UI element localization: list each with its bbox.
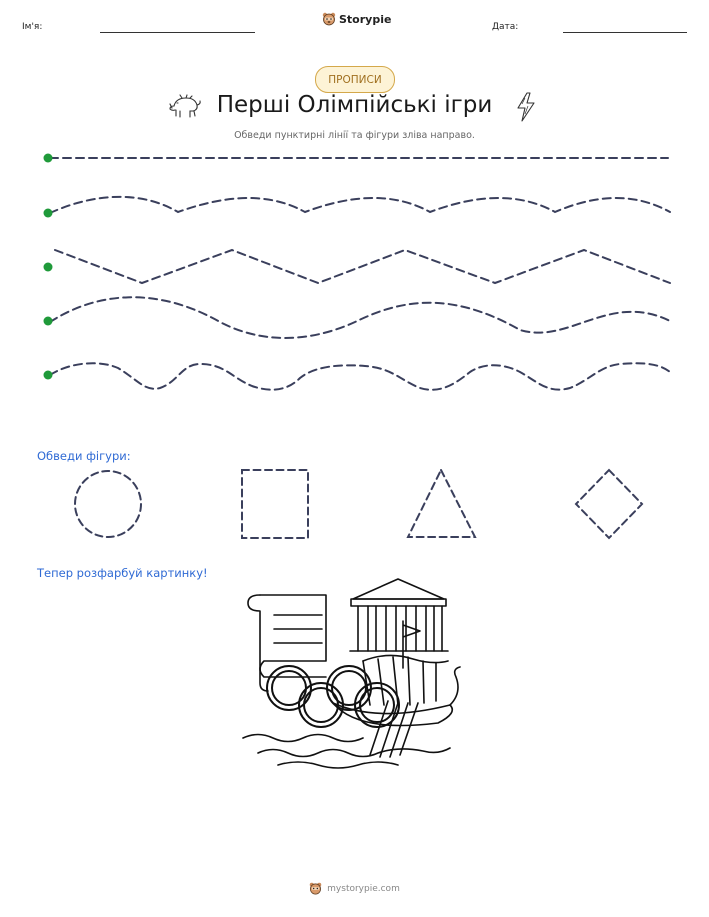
start-dot bbox=[44, 154, 53, 163]
start-dot bbox=[44, 371, 53, 380]
shapes-section-label: Обведи фігури: bbox=[37, 449, 131, 463]
date-label: Дата: bbox=[492, 22, 519, 32]
name-line[interactable] bbox=[100, 32, 255, 33]
footer bbox=[0, 882, 709, 895]
tracing-lines bbox=[0, 140, 709, 400]
date-line[interactable] bbox=[563, 32, 687, 33]
lightning-icon bbox=[515, 92, 537, 122]
trace-triangle[interactable] bbox=[408, 470, 475, 537]
brand-logo bbox=[322, 12, 391, 26]
tracing-line-wave-2[interactable] bbox=[50, 297, 672, 338]
coloring-section-label: Тепер розфарбуй картинку! bbox=[37, 566, 208, 580]
olympic-rings-icon bbox=[267, 666, 399, 727]
tracing-shapes bbox=[60, 465, 660, 550]
page-subtitle: Обведи пунктирні лінії та фігури зліва направо. bbox=[234, 130, 475, 141]
footer-site-link[interactable]: mystorypie.com bbox=[327, 883, 400, 894]
tracing-line-wave-3[interactable] bbox=[50, 363, 670, 390]
trace-diamond[interactable] bbox=[576, 470, 642, 538]
scroll-icon bbox=[260, 595, 326, 677]
trace-square[interactable] bbox=[242, 470, 308, 538]
category-badge: ПРОПИСИ bbox=[315, 66, 395, 93]
tracing-line-wave-1[interactable] bbox=[50, 197, 670, 213]
start-dot bbox=[44, 209, 53, 218]
name-label: Ім'я: bbox=[22, 22, 43, 32]
waves-icon bbox=[243, 735, 450, 769]
temple-icon bbox=[350, 579, 448, 651]
start-dot bbox=[44, 317, 53, 326]
brand-name: Storypie bbox=[339, 12, 392, 26]
coloring-picture[interactable] bbox=[238, 573, 468, 773]
tracing-line-zigzag[interactable] bbox=[55, 250, 670, 283]
start-dot bbox=[44, 263, 53, 272]
bear-logo-icon bbox=[309, 882, 322, 895]
page-title: Перші Олімпійські ігри bbox=[216, 92, 493, 118]
bear-logo-icon bbox=[322, 12, 336, 26]
trace-circle[interactable] bbox=[75, 471, 141, 537]
